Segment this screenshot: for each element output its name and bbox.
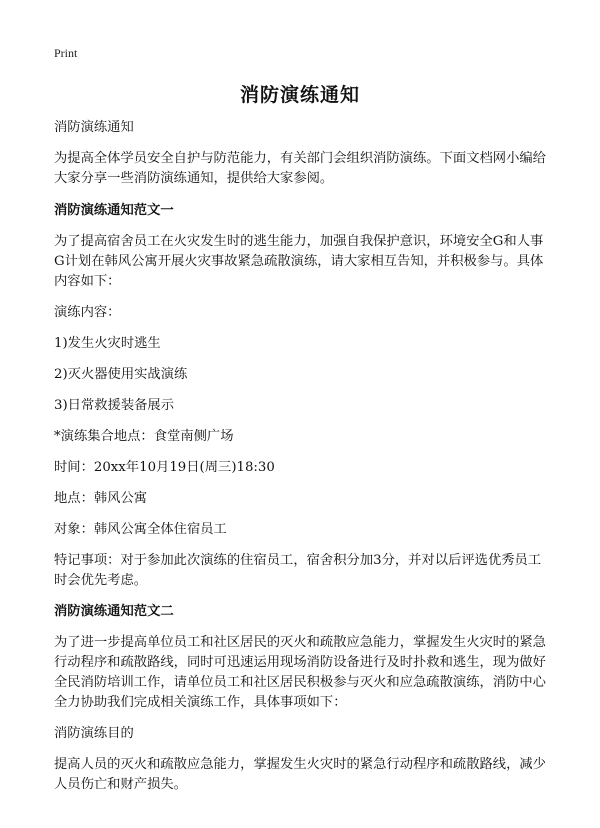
print-label: Print xyxy=(54,46,78,60)
document-body xyxy=(54,118,550,806)
section-2-paragraph: 为了进一步提高单位员工和社区居民的灭火和疏散应急能力，掌握发生火灾时的紧急行动程序和疏散路线，同时可迅速运用现场消防设备进行及时扑救和逃生，现为做好全民消防培训工作，请单位员工和社区居民积极参与灭火和应急疏散演练，消防中心全力协助我们完成相关演练工作，具体事项如下： xyxy=(54,635,546,710)
section-1-paragraph: 为了提高宿舍员工在火灾发生时的逃生能力，加强自我保护意识，环境安全G和人事G计划在韩风公寓开展火灾事故紧急疏散演练，请大家相互告知，并积极参与。具体内容如下： xyxy=(54,234,544,289)
section-2-purpose-label: 消防演练目的 xyxy=(54,726,134,741)
section-1-line: 3)日常救援装备展示 xyxy=(54,398,175,413)
document-title: 消防演练通知 xyxy=(239,84,360,106)
document-subtitle: 消防演练通知 xyxy=(54,120,134,135)
section-1-heading: 消防演练通知范文一 xyxy=(54,203,174,218)
section-1-note: 特记事项：对于参加此次演练的住宿员工，宿舍积分加3分，并对以后评选优秀员工时会优先考虑。 xyxy=(54,553,542,588)
section-1-line: 1)发生火灾时逃生 xyxy=(54,336,161,351)
intro-paragraph: 为提高全体学员安全自护与防范能力，有关部门会组织消防演练。下面文档网小编给大家分享一些消防演练通知，提供给大家参阅。 xyxy=(54,151,546,186)
section-2-purpose-text: 提高人员的灭火和疏散应急能力，掌握发生火灾时的紧急行动程序和疏散路线，减少人员伤亡和财产损失。 xyxy=(54,757,546,792)
section-1-line: *演练集合地点：食堂南侧广场 xyxy=(54,429,234,444)
section-1-line: 地点：韩风公寓 xyxy=(54,491,148,506)
section-1-line: 时间：20xx年10月19日(周三)18:30 xyxy=(54,460,275,475)
section-2-heading: 消防演练通知范文二 xyxy=(54,604,174,619)
section-1-line: 演练内容： xyxy=(54,305,121,320)
section-1-line: 对象：韩风公寓全体住宿员工 xyxy=(54,522,227,537)
section-1-line: 2)灭火器使用实战演练 xyxy=(54,367,188,382)
